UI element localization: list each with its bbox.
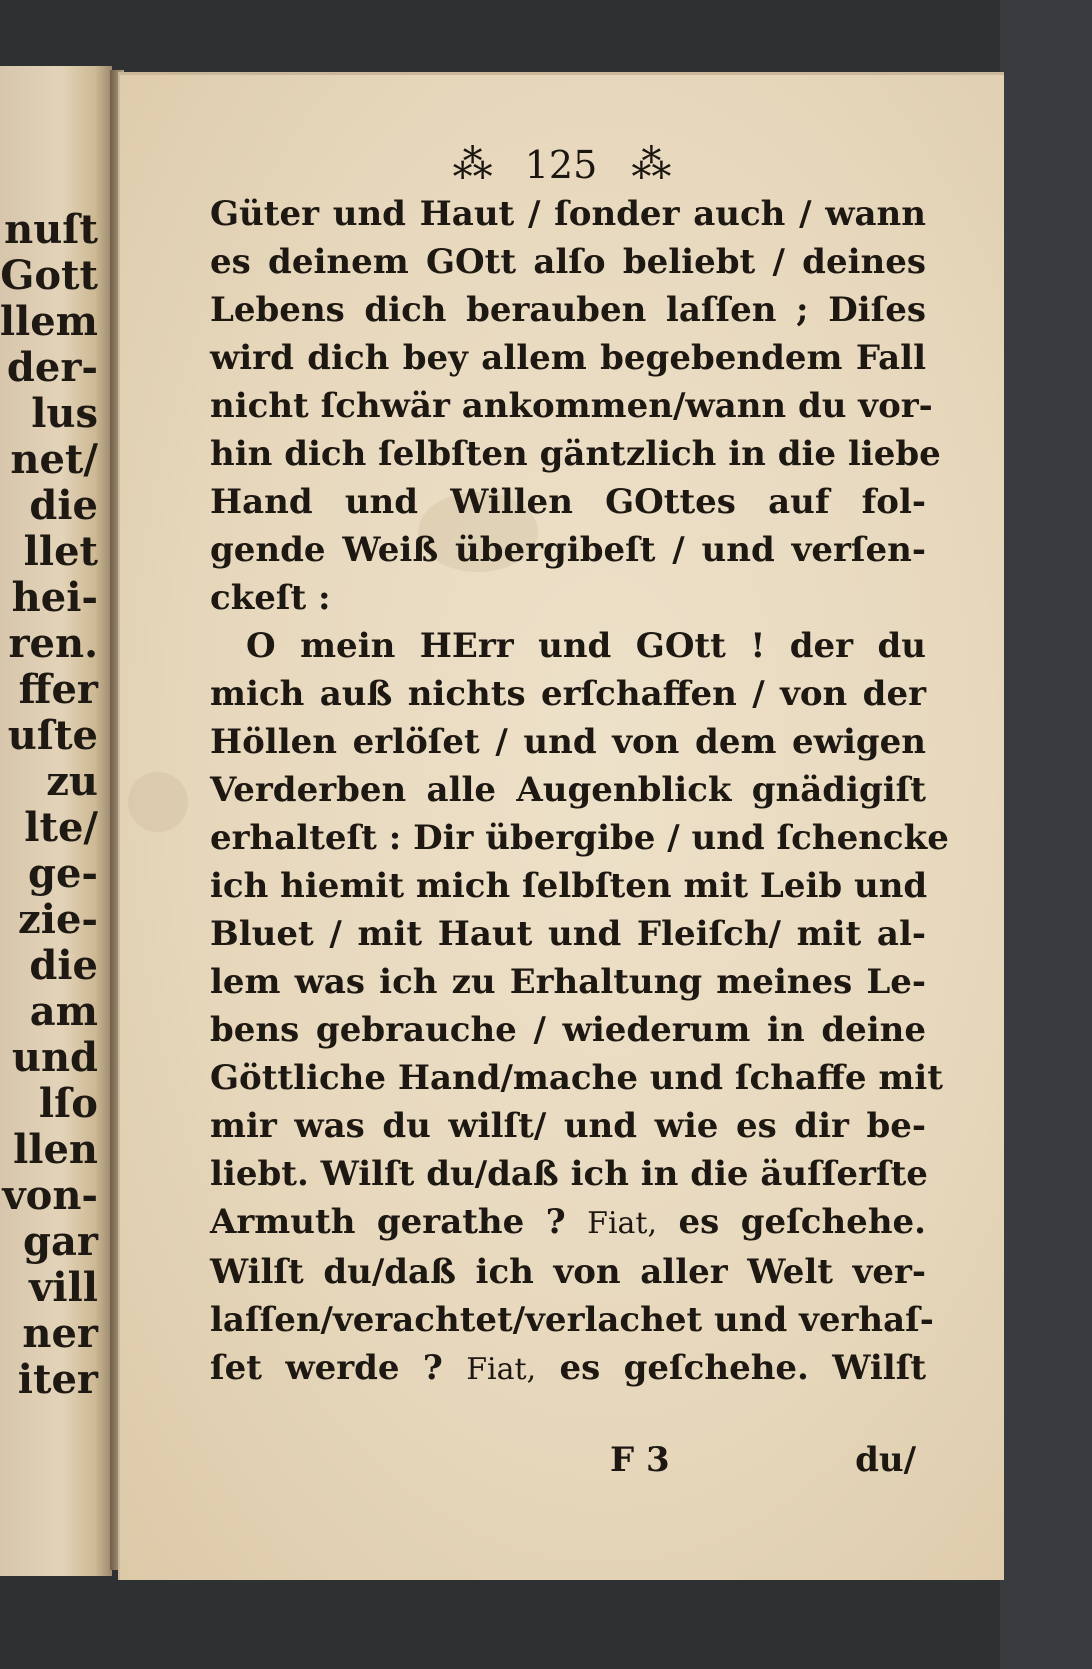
latin-word: Fiat, (466, 1352, 537, 1387)
text-line: bens gebrauche / wiederum in deine (210, 1010, 926, 1050)
catchword: du/ (855, 1440, 916, 1480)
signature-mark: F 3 (610, 1440, 670, 1480)
left-page-fragment: nuſt (4, 206, 98, 253)
left-page-fragment: der- (6, 344, 98, 391)
text-line: Göttliche Hand/mache und ſchaffe mit (210, 1058, 943, 1098)
left-page-fragment: ren. (8, 620, 98, 667)
page-number: 125 (524, 142, 598, 187)
text-line: mich auß nichts erſchaffen / von der (210, 674, 926, 714)
text-line: es deinem GOtt alſo beliebt / deines (210, 242, 926, 282)
left-page-fragment: llet (23, 528, 98, 575)
text-segment: ſet werde ? (210, 1348, 443, 1388)
latin-word: Fiat, (587, 1206, 658, 1241)
left-page-edge (0, 66, 112, 1576)
page-header (118, 138, 1004, 188)
text-line: Lebens dich berauben laſſen ; Diſes (210, 290, 926, 330)
text-line: gende Weiß übergibeſt / und verſen- (210, 530, 926, 570)
text-line: liebt. Wilſt du/daß ich in die äuſſerſte (210, 1154, 928, 1194)
text-line: Güter und Haut / ſonder auch / wann (210, 194, 926, 234)
text-line: Wilſt du/daß ich von aller Welt ver- (210, 1252, 926, 1292)
text-line: Verderben alle Augenblick gnädigiſt (210, 770, 926, 810)
left-page-fragment: die (29, 942, 98, 989)
text-line: laſſen/verachtet/verlachet und verhaſ- (210, 1300, 934, 1340)
text-line: Bluet / mit Haut und Fleiſch/ mit al- (210, 914, 926, 954)
left-page-fragment: ner (22, 1310, 98, 1357)
ornament-right-icon: ⁂ (631, 141, 670, 188)
left-page-fragment: hei- (11, 574, 98, 621)
left-page-fragment: lte/ (24, 804, 98, 851)
text-line: Höllen erlöſet / und von dem ewigen (210, 722, 926, 762)
left-page-fragment: llem (0, 298, 98, 345)
text-line: hin dich ſelbſten gäntzlich in die liebe (210, 434, 941, 474)
left-page-fragment: iter (17, 1356, 98, 1403)
left-page-fragment: und (11, 1034, 98, 1081)
page-text (210, 190, 949, 1394)
text-segment: es geſchehe. (559, 1348, 809, 1388)
text-segment: Wilſt (832, 1348, 927, 1388)
left-page-fragment: von- (2, 1172, 98, 1219)
left-page-fragment: am (29, 988, 98, 1035)
left-page-fragment: ge- (27, 850, 98, 897)
left-page-fragment: zu (46, 758, 98, 805)
text-line: ckeſt : (210, 578, 331, 618)
left-page-fragment: vill (29, 1264, 98, 1311)
text-line: erhalteſt : Dir übergibe / und ſchencke (210, 818, 949, 858)
text-line: wird dich bey allem begebendem Fall (210, 338, 926, 378)
backdrop (1000, 0, 1092, 1669)
left-page-fragment: Gott (0, 252, 98, 299)
left-page-fragment: lſo (38, 1080, 98, 1127)
left-page-fragment: gar (23, 1218, 98, 1265)
text-segment: Armuth gerathe ? (210, 1202, 566, 1242)
left-page-fragment: zie- (18, 896, 98, 943)
paper-stain (128, 772, 188, 832)
page-footer (210, 1440, 926, 1488)
ornament-left-icon: ⁂ (452, 141, 491, 188)
text-line: lem was ich zu Erhaltung meines Le- (210, 962, 926, 1002)
left-page-fragment: llen (13, 1126, 98, 1173)
text-line: O mein HErr und GOtt ! der du (246, 626, 926, 666)
text-line: mir was du wilſt/ und wie es dir be- (210, 1106, 926, 1146)
text-line-with-latin (210, 1344, 926, 1394)
text-line: Hand und Willen GOttes auf fol- (210, 482, 926, 522)
right-page (118, 72, 1004, 1580)
left-page-fragment: net/ (10, 436, 98, 483)
text-segment: es geſchehe. (678, 1202, 927, 1242)
left-page-fragment: uſte (7, 712, 98, 759)
left-page-fragment: die (29, 482, 98, 529)
text-line: nicht ſchwär ankommen/wann du vor- (210, 386, 933, 426)
left-page-fragment: lus (31, 390, 98, 437)
text-line-with-latin (210, 1198, 926, 1248)
text-line: ich hiemit mich ſelbſten mit Leib und (210, 866, 928, 906)
left-page-fragment: ffer (18, 666, 98, 713)
